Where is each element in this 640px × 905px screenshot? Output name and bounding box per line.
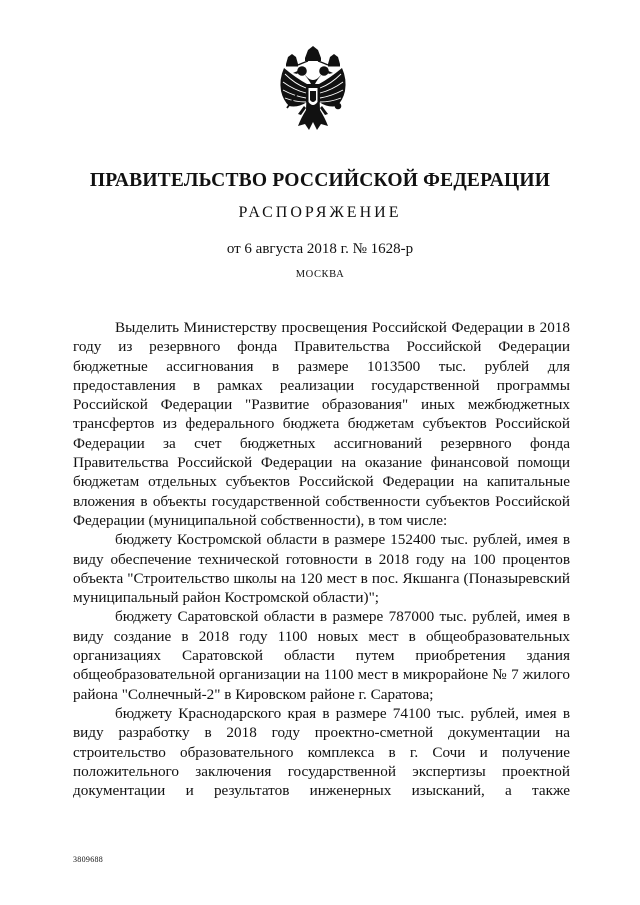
document-date-number: от 6 августа 2018 г. № 1628-р: [226, 241, 414, 257]
paragraph-kostroma: бюджету Костромской области в размере 152400 тыс. рублей, имея в виду обеспечение технической готовности в 2018 году на 100 процентов объекта "Строительство школы на 120 мест в пос. Якшанга (Поназыревский муниципальный район Костромской области)";: [73, 531, 570, 607]
document-body: [73, 318, 570, 800]
coat-of-arms-icon: [272, 44, 354, 140]
paragraph-intro: Выделить Министерству просвещения Российской Федерации в 2018 году из резервного фонда Правительства Российской Федерации бюджетные ассигнования в размере 1013500 тыс. рублей для предоставления в рамках реализации государственной программы Российской Федерации "Развитие образования" иных межбюджетных трансфертов из федерального бюджета бюджетам субъектов Российской Федерации за счет бюджетных ассигнований резервного фонда Правительства Российской Федерации на оказание финансовой помощи бюджетам отдельных субъектов Российской Федерации на капитальные вложения в объекты государственной собственности субъектов Российской Федерации (муниципальной собственности), в том числе:: [73, 319, 570, 529]
paragraph-krasnodar: бюджету Краснодарского края в размере 74100 тыс. рублей, имея в виду разработку в 2018 году проектно-сметной документации на строительство образовательного комплекса в г. Сочи и получение положительного заключения государственной экспертизы проектной документации и результатов инженерных изысканий, а также: [73, 704, 570, 800]
document-code: 3809688: [73, 855, 104, 864]
document-city: МОСКВА: [295, 269, 345, 280]
document-type: РАСПОРЯЖЕНИЕ: [238, 204, 402, 221]
government-title: ПРАВИТЕЛЬСТВО РОССИЙСКОЙ ФЕДЕРАЦИИ: [89, 170, 551, 191]
paragraph-saratov: бюджету Саратовской области в размере 787000 тыс. рублей, имея в виду создание в 2018 году 1100 новых мест в общеобразовательных организациях Саратовской области путем приобретения здания общеобразовательной организации на 1100 мест в микрорайоне № 7 жилого района "Солнечный-2" в Кировском районе г. Саратова;: [73, 608, 570, 703]
